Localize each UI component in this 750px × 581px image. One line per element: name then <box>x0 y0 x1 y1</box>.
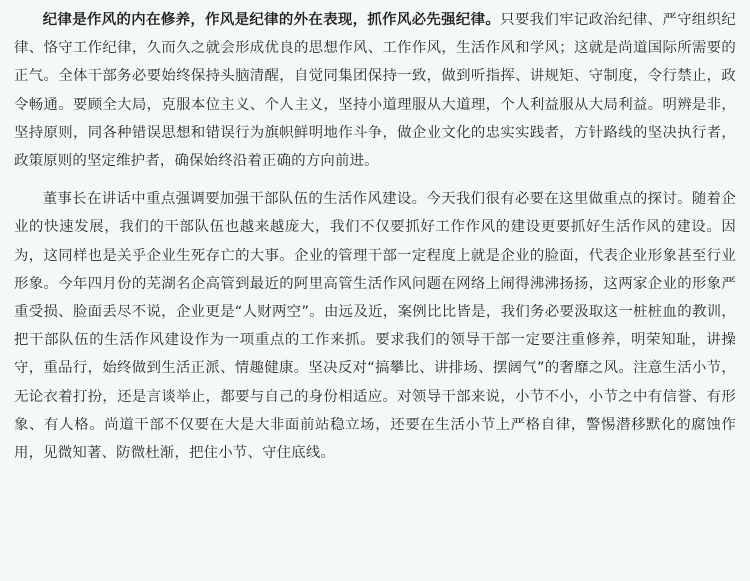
paragraph-lifestyle <box>14 185 736 467</box>
paragraph-lead-sentence: 纪律是作风的内在修养，作风是纪律的外在表现，抓作风必先强纪律。 <box>42 12 501 28</box>
paragraph-body-text: 只要我们牢记政治纪律、严守组织纪律、恪守工作纪律，久而久之就会形成优良的思想作风、工作作风，生活作风和学风；这就是尚道国际所需要的正气。全体干部务必要始终保持头脑清醒，自觉同集团保持一致，做到听指挥、讲规矩、守制度，令行禁止，政令畅通。要顾全大局，克服本位主义、个人主义，坚持小道理服从大道理，个人利益服从大局利益。明辨是非，坚持原则，同各种错误思想和错误行为旗帜鲜明地作斗争，做企业文化的忠实实践者，方针路线的坚决执行者，政策原则的坚定维护者，确保始终沿着正确的方向前进。 <box>14 12 737 170</box>
paragraph-discipline <box>14 6 736 175</box>
paragraph-body-text: 董事长在讲话中重点强调要加强干部队伍的生活作风建设。今天我们很有必要在这里做重点的探讨。随着企业的快速发展，我们的干部队伍也越来越庞大，我们不仅要抓好工作作风的建设更要抓好生活作风的建设。因为，这同样也是关乎企业生死存亡的大事。企业的管理干部一定程度上就是企业的脸面，代表企业形象甚至行业形象。今年四月份的芜湖名企高管到最近的阿里高管生活作风问题在网络上闹得沸沸扬扬，这两家企业的形象严重受损、脸面丢尽不说，企业更是“人财两空”。由远及近，案例比比皆是，我们务必要汲取这一桩桩血的教训，把干部队伍的生活作风建设作为一项重点的工作来抓。要求我们的领导干部一定要注重修养，明荣知耻，讲操守，重品行，始终做到生活正派、情趣健康。坚决反对“搞攀比、讲排场、摆阔气”的奢靡之风。注意生活小节，无论衣着打扮，还是言谈举止，都要与自己的身份相适应。对领导干部来说，小节不小，小节之中有信誉、有形象、有人格。尚道干部不仅要在大是大非面前站稳立场，还要在生活小节上严格自律，警惕潜移默化的腐蚀作用，见微知著、防微杜渐，把住小节、守住底线。 <box>14 191 736 462</box>
